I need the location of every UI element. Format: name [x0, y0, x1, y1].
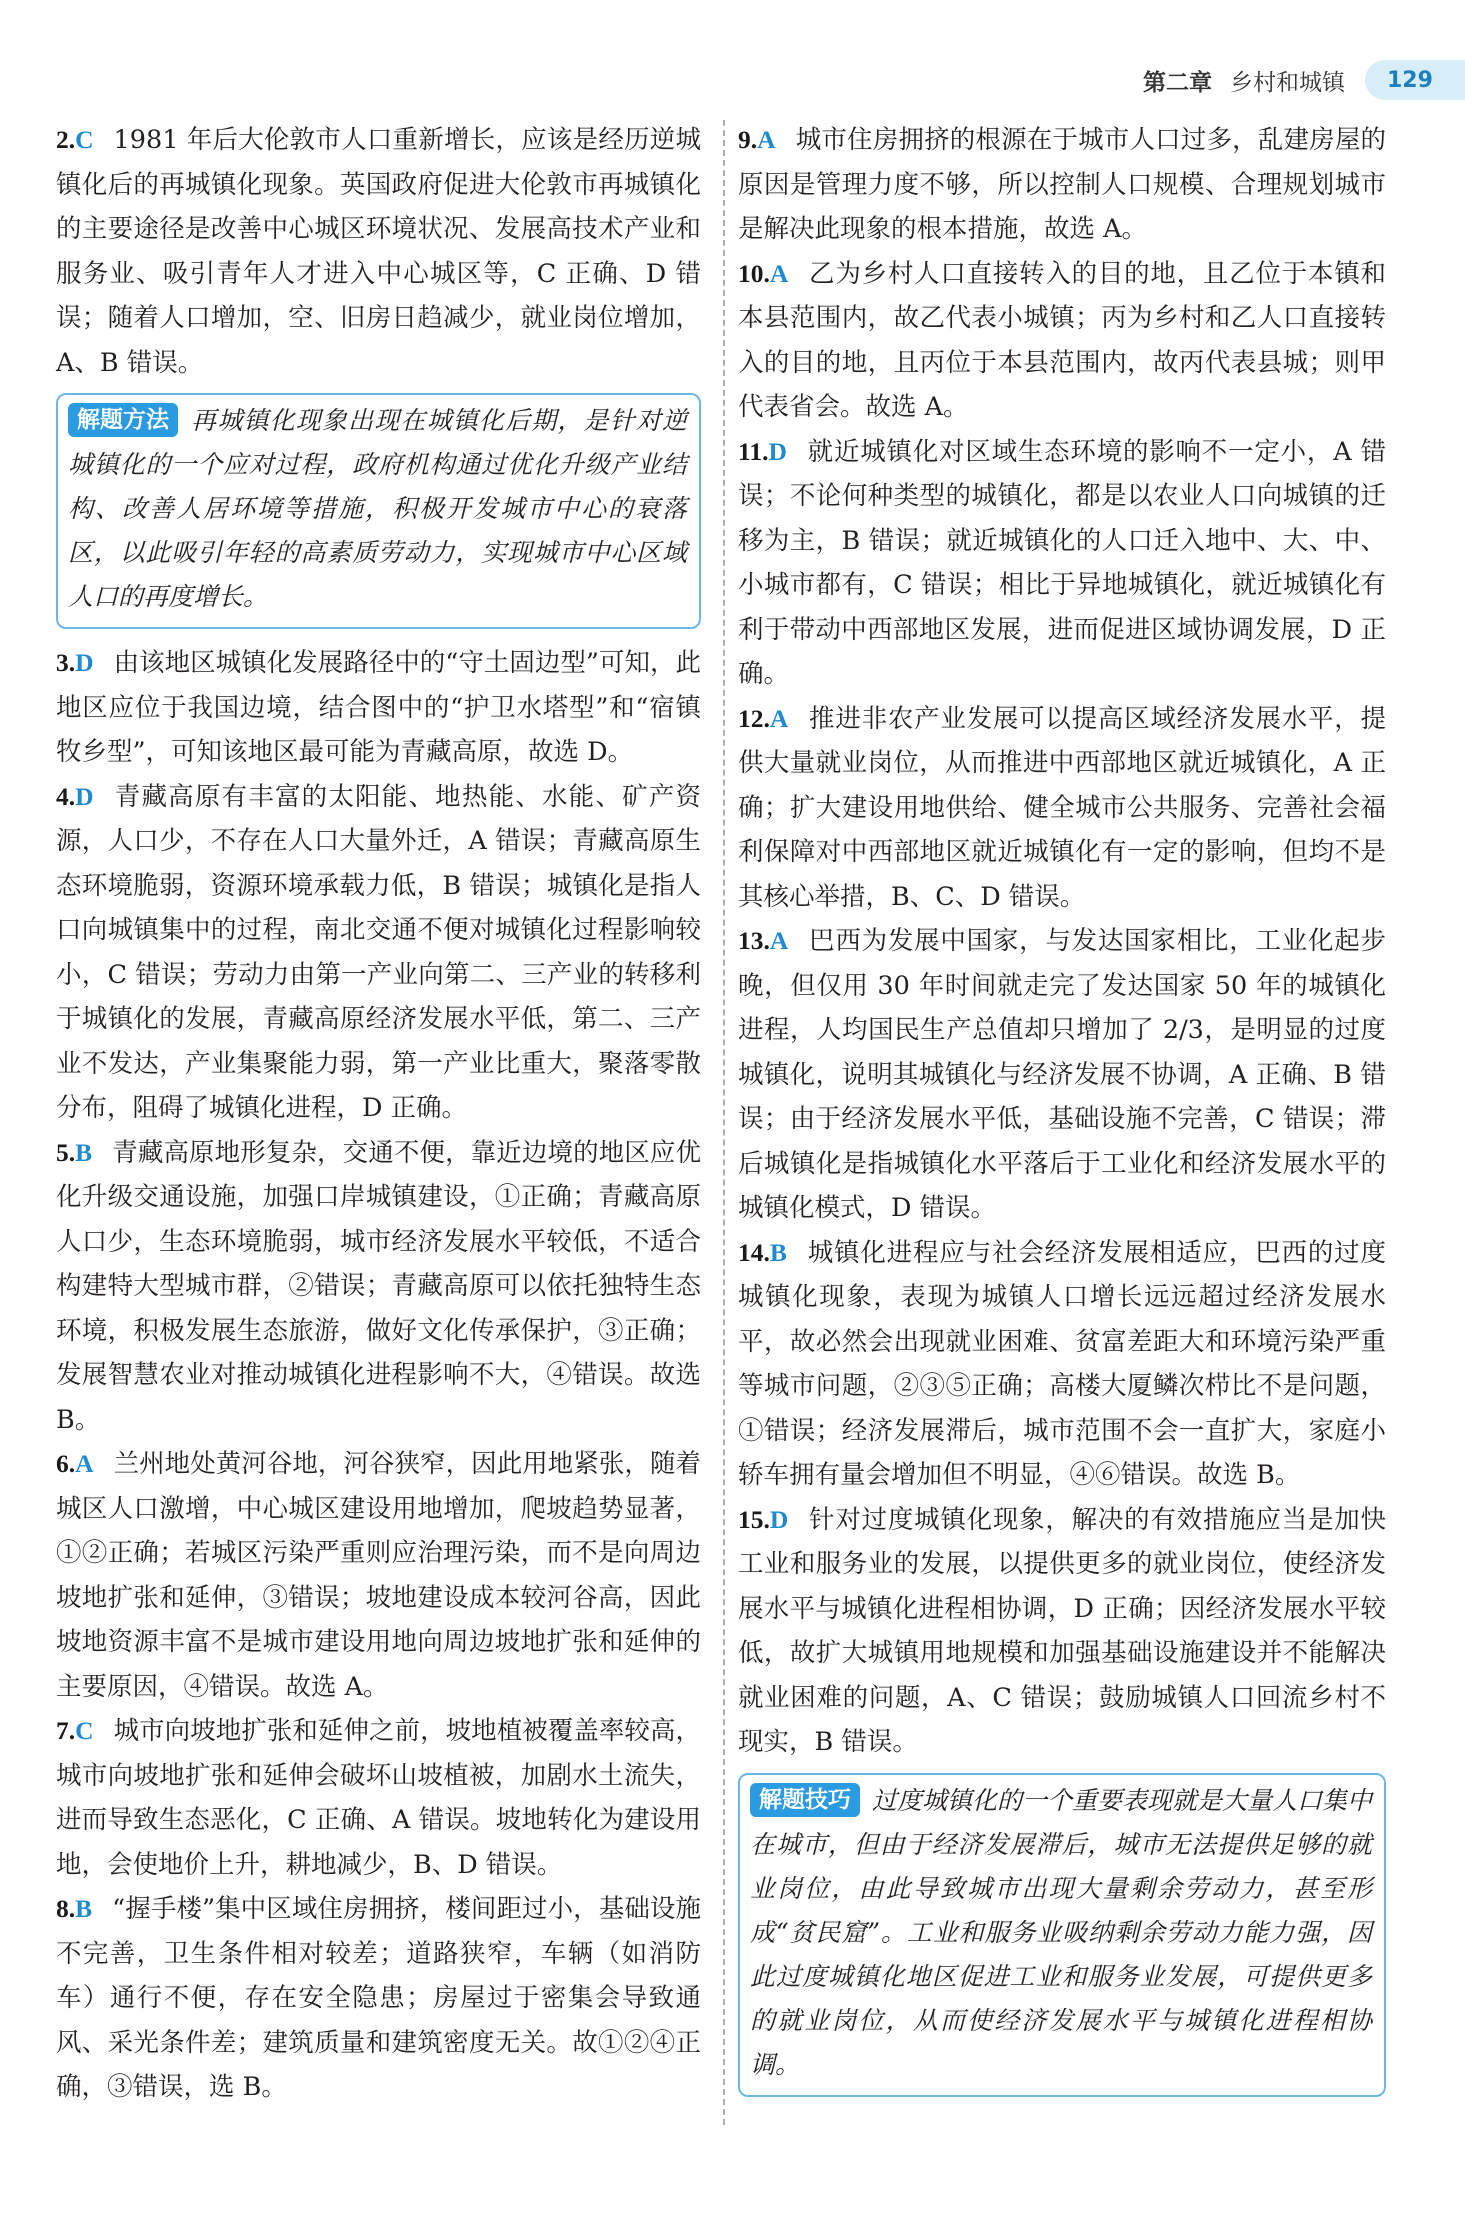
answer-letter: D — [75, 648, 94, 677]
answer-text: 由该地区城镇化发展路径中的“守土固边型”可知，此地区应位于我国边境，结合图中的“护卫水塔型”和“宿镇牧乡型”，可知该地区最可能为青藏高原，故选 D。 — [56, 648, 701, 767]
answer-number: 15. — [738, 1504, 770, 1534]
answer-number: 11. — [738, 436, 769, 466]
answer-letter: A — [757, 125, 776, 154]
answer-item — [56, 641, 701, 775]
answer-text: 巴西为发展中国家，与发达国家相比，工业化起步晚，但仅用 30 年时间就走完了发达国家 50 年的城镇化进程，人均国民生产总值却只增加了 2/3，是明显的过度城镇化，说明其城镇化与经济发展不协调，A 正确、B 错误；由于经济发展水平低，基础设施不完善，C 错误；滞后城镇化是指城镇化水平落后于工业化和经济发展水平的城镇化模式，D 错误。 — [738, 926, 1386, 1223]
tip-box — [56, 393, 701, 629]
answer-letter: A — [75, 1449, 94, 1478]
answer-item — [738, 1498, 1386, 1765]
answer-letter: C — [75, 1716, 94, 1745]
answer-number: 14. — [738, 1237, 770, 1267]
answer-text: 针对过度城镇化现象，解决的有效措施应当是加快工业和服务业的发展，以提供更多的就业岗位，使经济发展水平与城镇化进程相协调，D 正确；因经济发展水平较低，故扩大城镇用地规模和加强基础设施建设并不能解决就业困难的问题，A、C 错误；鼓励城镇人口回流乡村不现实，B 错误。 — [738, 1504, 1386, 1757]
answer-letter: C — [75, 125, 94, 154]
answer-item — [56, 1131, 701, 1443]
answer-item — [56, 1709, 701, 1887]
answer-text: 青藏高原地形复杂，交通不便，靠近边境的地区应优化升级交通设施，加强口岸城镇建设，①正确；青藏高原人口少，生态环境脆弱，城市经济发展水平较低，不适合构建特大型城市群，②错误；青藏高原可以依托独特生态环境，积极发展生态旅游，做好文化传承保护，③正确；发展智慧农业对推动城镇化进程影响不大，④错误。故选 B。 — [56, 1137, 701, 1435]
answer-item — [738, 697, 1386, 920]
answer-number: 7. — [56, 1716, 76, 1745]
tip-text: 再城镇化现象出现在城镇化后期，是针对逆城镇化的一个应对过程，政府机构通过优化升级产业结构、改善人居环境等措施，积极开发城市中心的衰落区，以此吸引年轻的高素质劳动力，实现城市中心区域人口的再度增长。 — [68, 406, 687, 611]
answer-item — [56, 1442, 701, 1709]
tip-text: 过度城镇化的一个重要表现就是大量人口集中在城市，但由于经济发展滞后，城市无法提供足够的就业岗位，由此导致城市出现大量剩余劳动力，甚至形成“贫民窟”。工业和服务业吸纳剩余劳动力能力强，因此过度城镇化地区促进工业和服务业发展，可提供更多的就业岗位，从而使经济发展水平与城镇化进程相协调。 — [750, 1785, 1373, 2079]
answer-number: 8. — [56, 1894, 76, 1923]
answer-number: 9. — [738, 125, 758, 154]
answer-letter: B — [75, 1137, 93, 1167]
tip-label: 解题方法 — [68, 403, 178, 437]
answer-item — [738, 430, 1386, 697]
answer-text: 推进非农产业发展可以提高区域经济发展水平，提供大量就业岗位，从而推进中西部地区就近城镇化，A 正确；扩大建设用地供给、健全城市公共服务、完善社会福利保障对中西部地区就近城镇化有一定的影响，但均不是其核心举措，B、C、D 错误。 — [738, 703, 1386, 912]
answer-text: “握手楼”集中区域住房拥挤，楼间距过小，基础设施不完善，卫生条件相对较差；道路狭窄，车辆（如消防车）通行不便，存在安全隐患；房屋过于密集会导致通风、采光条件差；建筑质量和建筑密度无关。故①②④正确，③错误，选 B。 — [56, 1894, 701, 2102]
tip-label: 解题技巧 — [750, 1783, 860, 1817]
chapter-label: 第二章 — [1143, 69, 1212, 96]
page-number: 129 — [1365, 60, 1465, 100]
right-column — [738, 118, 1386, 2109]
answer-text: 青藏高原有丰富的太阳能、地热能、水能、矿产资源，人口少，不存在人口大量外迁，A 错误；青藏高原生态环境脆弱，资源环境承载力低，B 错误；城镇化是指人口向城镇集中的过程，南北交通不便对城镇化过程影响较小，C 错误；劳动力由第一产业向第二、三产业的转移利于城镇化的发展，青藏高原经济发展水平低，第二、三产业不发达，产业集聚能力弱，第一产业比重大，聚落零散分布，阻碍了城镇化进程，D 正确。 — [56, 781, 701, 1123]
page-header — [1143, 60, 1465, 100]
answer-number: 3. — [56, 648, 76, 677]
answer-text: 就近城镇化对区域生态环境的影响不一定小，A 错误；不论何种类型的城镇化，都是以农业人口向城镇的迁移为主，B 错误；就近城镇化的人口迁入地中、大、中、小城市都有，C 错误；相比于异地城镇化，就近城镇化有利于带动中西部地区发展，进而促进区域协调发展，D 正确。 — [738, 436, 1386, 689]
answer-number: 6. — [56, 1449, 76, 1478]
answer-text: 乙为乡村人口直接转入的目的地，且乙位于本镇和本县范围内，故乙代表小城镇；丙为乡村和乙人口直接转入的目的地，且丙位于本县范围内，故丙代表县城；则甲代表省会。故选 A。 — [738, 258, 1386, 422]
answer-letter: B — [769, 1237, 787, 1267]
answer-letter: A — [769, 703, 789, 733]
answer-letter: A — [769, 258, 789, 288]
answer-item — [56, 1887, 701, 2110]
answer-text: 城市住房拥挤的根源在于城市人口过多，乱建房屋的原因是管理力度不够，所以控制人口规模、合理规划城市是解决此现象的根本措施，故选 A。 — [738, 125, 1386, 244]
answer-item — [56, 775, 701, 1131]
answer-letter: B — [75, 1894, 93, 1923]
answer-item — [738, 118, 1386, 252]
answer-item — [56, 118, 701, 385]
answer-text: 1981 年后大伦敦市人口重新增长，应该是经历逆城镇化后的再城镇化现象。英国政府促进大伦敦市再城镇化的主要途径是改善中心城区环境状况、发展高技术产业和服务业、吸引青年人才进入中心城区等，C 正确、D 错误；随着人口增加，空、旧房日趋减少，就业岗位增加，A、B 错误。 — [56, 125, 701, 378]
answer-letter: D — [75, 781, 94, 811]
answer-number: 2. — [56, 125, 76, 154]
tip-box — [738, 1773, 1386, 2097]
column-divider — [723, 120, 725, 2125]
left-column — [56, 118, 701, 2110]
answer-number: 13. — [738, 926, 770, 955]
chapter-title: 乡村和城镇 — [1230, 69, 1345, 96]
answer-letter: D — [769, 1504, 789, 1534]
answer-number: 5. — [56, 1137, 76, 1167]
answer-letter: D — [768, 436, 787, 466]
answer-text: 城镇化进程应与社会经济发展相适应，巴西的过度城镇化现象，表现为城镇人口增长远远超过经济发展水平，故必然会出现就业困难、贫富差距大和环境污染严重等城市问题，②③⑤正确；高楼大厦鳞次栉比不是问题，①错误；经济发展滞后，城市范围不会一直扩大，家庭小轿车拥有量会增加但不明显，④⑥错误。故选 B。 — [738, 1237, 1386, 1490]
answer-number: 12. — [738, 703, 770, 733]
answer-item — [738, 1231, 1386, 1498]
answer-text: 城市向坡地扩张和延伸之前，坡地植被覆盖率较高，城市向坡地扩张和延伸会破坏山坡植被，加剧水土流失，进而导致生态恶化，C 正确、A 错误。坡地转化为建设用地，会使地价上升，耕地减少，B、D 错误。 — [56, 1716, 701, 1880]
answer-number: 10. — [738, 258, 770, 288]
answer-item — [738, 252, 1386, 430]
answer-item — [738, 919, 1386, 1231]
answer-letter: A — [769, 926, 789, 955]
answer-number: 4. — [56, 781, 76, 811]
answer-text: 兰州地处黄河谷地，河谷狭窄，因此用地紧张，随着城区人口激增，中心城区建设用地增加，爬坡趋势显著，①②正确；若城区污染严重则应治理污染，而不是向周边坡地扩张和延伸，③错误；坡地建设成本较河谷高，因此坡地资源丰富不是城市建设用地向周边坡地扩张和延伸的主要原因，④错误。故选 A。 — [56, 1449, 701, 1702]
